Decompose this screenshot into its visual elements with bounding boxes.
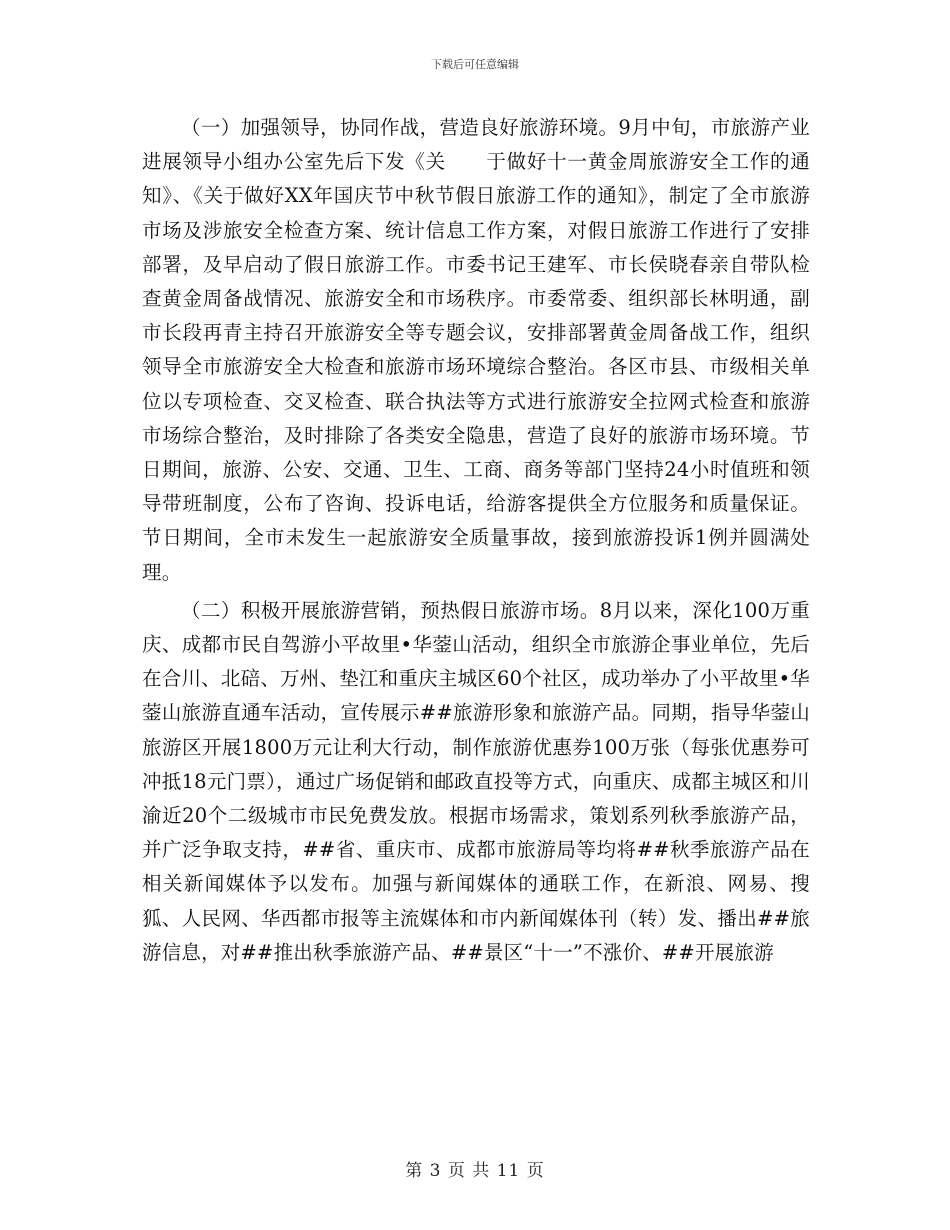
page-header: 下载后可任意编辑 [431, 58, 519, 71]
page-number: 第 3 页 共 11 页 [405, 1161, 545, 1181]
document-body [142, 111, 810, 970]
paragraph-2: （二）积极开展旅游营销，预热假日旅游市场。8月以来，深化100万重庆、成都市民自驾游小平故里•华蓥山活动，组织全市旅游企事业单位，先后在合川、北碚、万州、垫江和重庆主城区60个社区，成功举办了小平故里•华蓥山旅游直通车活动，宣传展示##旅游形象和旅游产品。同期，指导华蓥山旅游区开展1800万元让利大行动，制作旅游优惠券100万张（每张优惠券可冲抵18元门票），通过广场促销和邮政直投等方式，向重庆、成都主城区和川渝近20个二级城市市民免费发放。根据市场需求，策划系列秋季旅游产品，并广泛争取支持，##省、重庆市、成都市旅游局等均将##秋季旅游产品在相关新闻媒体予以发布。加强与新闻媒体的通联工作，在新浪、网易、搜狐、人民网、华西都市报等主流媒体和市内新闻媒体刊（转）发、播出##旅游信息，对##推出秋季旅游产品、##景区“十一”不涨价、##开展旅游 [142, 598, 810, 964]
paragraph-1: （一）加强领导，协同作战，营造良好旅游环境。9月中旬，市旅游产业进展领导小组办公室先后下发《关 于做好十一黄金周旅游安全工作的通知》、《关于做好XX年国庆节中秋节假日旅游工作的通知》，制定了全市旅游市场及涉旅安全检查方案、统计信息工作方案，对假日旅游工作进行了安排部署，及早启动了假日旅游工作。市委书记王建军、市长侯晓春亲自带队检查黄金周备战情况、旅游安全和市场秩序。市委常委、组织部长林明通，副市长段再青主持召开旅游安全等专题会议，安排部署黄金周备战工作，组织领导全市旅游安全大检查和旅游市场环境综合整治。各区市县、市级相关单位以专项检查、交叉检查、联合执法等方式进行旅游安全拉网式检查和旅游市场综合整治，及时排除了各类安全隐患，营造了良好的旅游市场环境。节日期间，旅游、公安、交通、卫生、工商、商务等部门坚持24小时值班和领导带班制度，公布了咨询、投诉电话，给游客提供全方位服务和质量保证。节日期间，全市未发生一起旅游安全质量事故，接到旅游投诉1例并圆满处理。 [142, 116, 810, 584]
